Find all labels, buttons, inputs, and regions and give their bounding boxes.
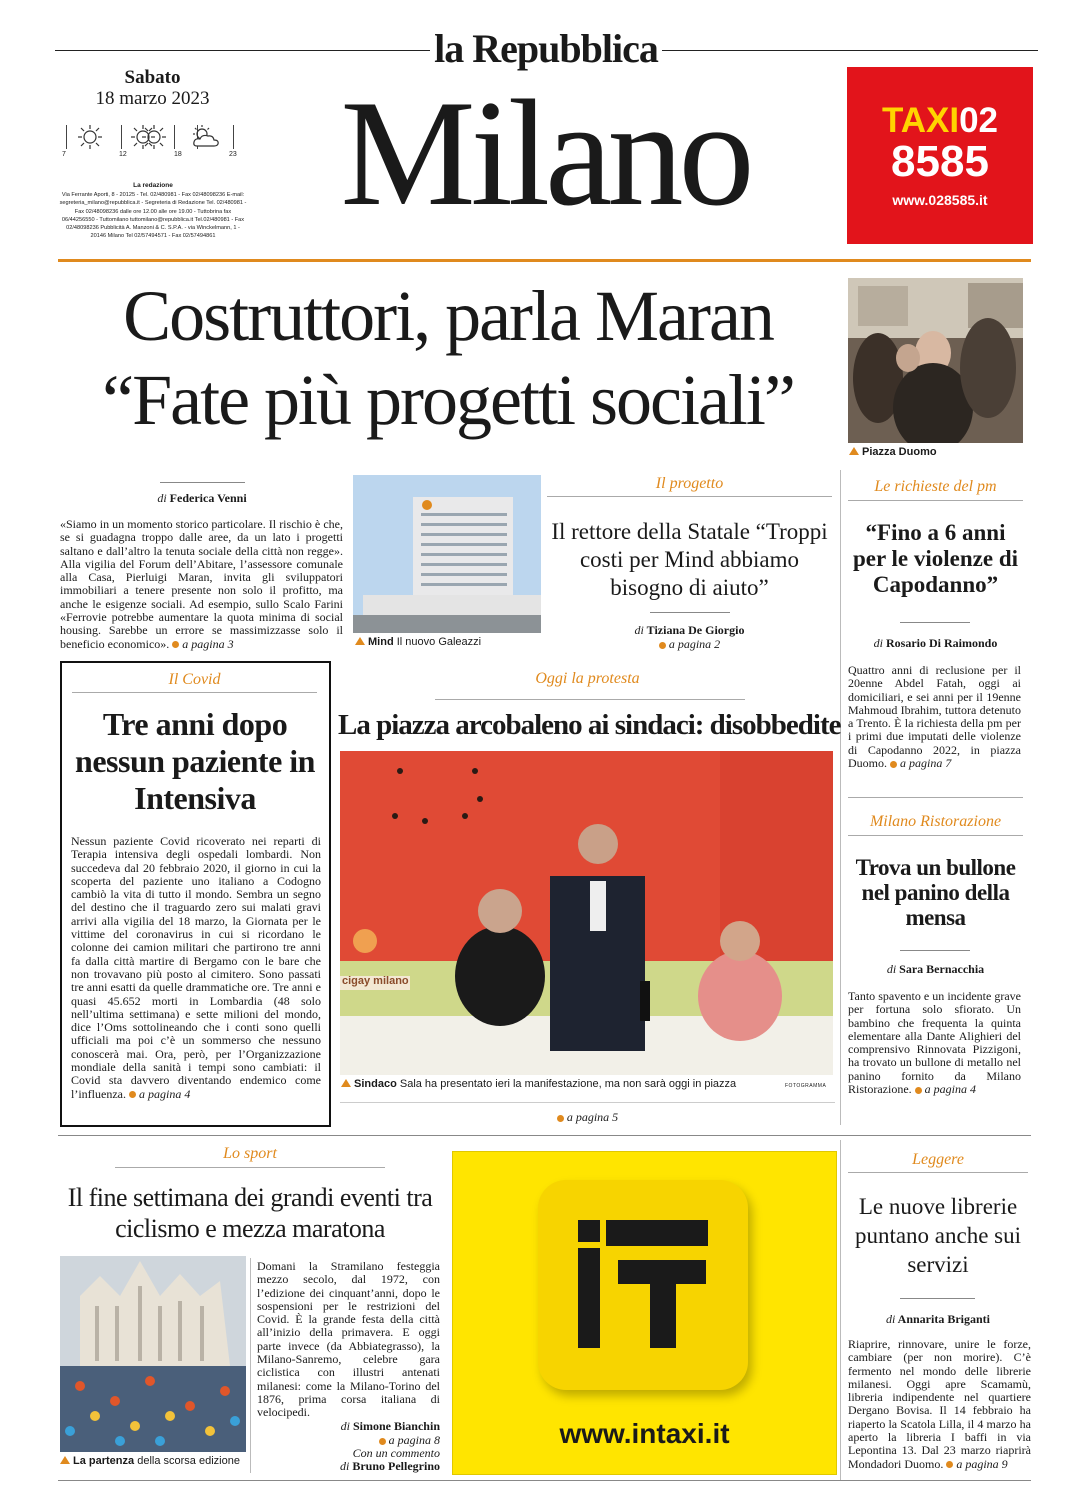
- sport-kicker: Lo sport: [223, 1145, 277, 1162]
- ristorazione-body: Tanto spavento e un incidente grave per fortuna solo sfiorato. Un bambino che frequenta la quinta elementare alla Dante Alighieri del comprensivo Rinnovata Pizzigoni, ha trovato un bullone di metallo nel panino fornito da Milano Ristorazione. a pagina 4: [848, 989, 1021, 1097]
- weather-slot: [62, 123, 107, 161]
- byline-rule: [900, 622, 970, 623]
- librerie-headline[interactable]: Le nuove librerie puntano anche sui servizi: [854, 1194, 1022, 1277]
- protesta-wall-text: cigay milano: [342, 975, 409, 987]
- ref-dot-icon: [129, 1091, 136, 1098]
- lower-section-rule: [58, 1135, 1031, 1136]
- covid-ref[interactable]: a pagina 4: [129, 1087, 190, 1101]
- mind-caption: Mind Il nuovo Galeazzi: [355, 636, 481, 648]
- sindaco-press-image: [340, 751, 833, 1075]
- sport-byline: di Simone Bianchin: [340, 1419, 440, 1433]
- protesta-photo-credit: FOTOGRAMMA: [785, 1083, 827, 1089]
- kicker-rule: [848, 500, 1023, 501]
- mind-byline: di Tiziana De Giorgio: [634, 623, 745, 637]
- ref-dot-icon: [915, 1087, 922, 1094]
- mind-photo: [353, 475, 541, 633]
- mind-ref[interactable]: a pagina 2: [547, 637, 832, 652]
- redazione-title: La redazione: [133, 182, 173, 189]
- lead-headline-1[interactable]: Costruttori, parla Maran: [123, 276, 773, 356]
- intaxi-ad[interactable]: [452, 1151, 837, 1475]
- byline-rule: [650, 612, 730, 613]
- capodanno-headline[interactable]: “Fino a 6 anni per le violenze di Capodanno”: [852, 520, 1019, 597]
- ristorazione-kicker: Milano Ristorazione: [869, 813, 1002, 830]
- masthead-orange-rule: [58, 259, 1031, 262]
- byline-rule: [160, 482, 245, 483]
- lead-ref[interactable]: a pagina 3: [172, 637, 233, 651]
- protesta-headline[interactable]: La piazza arcobaleno ai sindaci: disobbedite: [338, 709, 841, 741]
- mind-headline[interactable]: Il rettore della Statale “Troppi costi per Mind abbiamo bisogno di aiuto”: [551, 519, 828, 600]
- capodanno-byline: di Rosario Di Raimondo: [873, 636, 998, 650]
- sport-caption: La partenza della scorsa edizione: [60, 1455, 240, 1467]
- kicker-rule: [848, 1172, 1028, 1173]
- kicker-rule: [848, 835, 1023, 836]
- lead-body: «Siamo in un momento storico particolare. Il rischio è che, se si guadagna troppo dalle aree, da un lato i progetti saltano e dall’altro la tenuta sociale della città non regge». Alla vigilia del Forum dell’Abitare, l’assessore comunale alla Casa, Pierluigi Maran, invita gli sviluppatori immobiliari a tenere presente non solo il profitto, ma anche le esigenze sociali. Ad esempio, sullo Scalo Farini «Ferrovie potrebbe aumentare la quota minima di social housing. Sarebbe un errore se massimizzasse solo il beneficio economico». a pagina 3: [60, 517, 343, 651]
- redazione-contacts: Via Ferrante Aporti, 8 - 20125 - Tel. 02/480981 - Fax 02/48098236 E-mail: segreteria_milano@repubblica.it - Segreteria di Redazione Tel. 02/480981 - Fax 02/48098236 dalle ore 12.00 alle ore 19.00 - Tuttobrina fax 06/44256550 - Tuttomilano tuttomilano@repubblica.it Tel.02/480981 - Fax 02/48098236 Pubblicità A. Manzoni & C. S.P.A. - via Winckelmann, 1 - 20146 Milano Tel 02/57494571 - Fax 02/57494861: [59, 192, 247, 240]
- cloud-sun-icon: [189, 125, 223, 149]
- ristorazione-ref[interactable]: a pagina 4: [915, 1082, 976, 1096]
- covid-kicker: Il Covid: [168, 671, 221, 688]
- ref-dot-icon: [890, 761, 897, 768]
- taxi-ad-url[interactable]: www.028585.it: [892, 192, 988, 208]
- taxi-ad-word: TAXI: [881, 101, 960, 140]
- masthead-day: Sabato: [124, 67, 181, 88]
- duomo-photo: [848, 278, 1023, 443]
- ref-dot-icon: [946, 1461, 953, 1468]
- librerie-kicker: Leggere: [912, 1151, 964, 1168]
- taxi-ad-number: 8585: [891, 137, 989, 186]
- byline-rule: [900, 950, 970, 951]
- protesta-photo: [340, 751, 833, 1075]
- caption-marker-icon: [355, 637, 365, 645]
- lead-byline: di Federica Venni: [157, 491, 247, 505]
- protesta-caption: Sindaco Sala ha presentato ieri la manifestazione, ma non sarà oggi in piazza: [341, 1078, 736, 1090]
- protesta-ref[interactable]: a pagina 5: [340, 1110, 835, 1125]
- stramilano-start-image: [60, 1256, 246, 1452]
- capodanno-ref[interactable]: a pagina 7: [890, 756, 951, 770]
- duomo-caption: Piazza Duomo: [849, 446, 937, 458]
- column-divider: [250, 1258, 251, 1473]
- librerie-ref[interactable]: a pagina 9: [946, 1457, 1007, 1471]
- capodanno-body: Quattro anni di reclusione per il 20enne Abdel Fatah, oggi ai domiciliari, e sei anni per il 19enne Mahmoud Ibrahim, tuttora detenuto a Trento. È la richiesta della pm per i primi due imputati delle violenze di Capodanno 2022, in piazza Duomo. a pagina 7: [848, 663, 1021, 771]
- taxi-ad-prefix: 02: [959, 101, 999, 140]
- kicker-rule: [115, 1167, 385, 1168]
- kicker-rule: [547, 496, 832, 497]
- covid-body: Nessun paziente Covid ricoverato nei reparti di Terapia intensiva degli ospedali lombardi. Non succedeva dal 20 febbraio 2020, il giorno in cui la scoperta del paziente uno italiano a Codogno cambiò la vita di tutto il mondo. Sembra un segno del destino che il traguardo zero sui malati gravi arrivi alla vigilia del 18 marzo, la Giornata per le vittime del coronavirus in cui si ricordano le colonne dei camion militari che partirono tre anni fa dalla città martire di Bergamo con le bare che non trovavano più posto al cimitero. Sono passati tre anni esatti da quelle drammatiche ore. Tre anni e quasi 45.652 morti in Lombardia (48 solo nell’ultima settimana) e sette milioni del mondo, dice l’Oms sottolineando che i conti sono quelli ufficiali ma poi c’è un sommerso che nessuno conoscerà mai. Ora, però, per l’Organizzazione mondiale della sanità i tempi sono cambiati: il Covid sta davvero diventando endemico come l’influenza. a pagina 4: [71, 834, 321, 1101]
- protesta-kicker: Oggi la protesta: [535, 670, 640, 687]
- weather-slot: [197, 123, 242, 161]
- covid-headline[interactable]: Tre anni dopo nessun paziente in Intensiva: [75, 706, 315, 816]
- ref-dot-icon: [659, 642, 666, 649]
- ref-dot-icon: [172, 641, 179, 648]
- sport-photo: [60, 1256, 246, 1452]
- sport-comment: Con un commento: [352, 1446, 440, 1460]
- section-rule: [340, 1102, 835, 1103]
- bottom-rule: [58, 1480, 1031, 1481]
- caption-marker-icon: [60, 1456, 70, 1464]
- masthead-rule-left: [55, 50, 430, 51]
- caption-marker-icon: [849, 447, 859, 455]
- caption-marker-icon: [341, 1079, 351, 1087]
- duomo-crowd-image: [848, 278, 1023, 443]
- masthead-date: 18 marzo 2023: [95, 88, 210, 109]
- city-title: Milano: [340, 69, 750, 237]
- intaxi-logo-icon: [578, 1220, 708, 1350]
- taxi-ad-top[interactable]: [847, 67, 1033, 244]
- section-rule: [848, 797, 1023, 798]
- sun-icon: [140, 125, 168, 149]
- kicker-rule: [435, 699, 745, 700]
- column-divider: [840, 470, 841, 1125]
- capodanno-kicker: Le richieste del pm: [874, 478, 997, 495]
- intaxi-logo-tile: [538, 1180, 748, 1390]
- weather-temp: 7: [62, 151, 66, 158]
- masthead-rule-right: [662, 50, 1038, 51]
- byline-rule: [900, 1298, 975, 1299]
- weather-temp: 23: [229, 151, 237, 158]
- sport-body: Domani la Stramilano festeggia mezzo secolo, dal 1972, con l’edizione dei cinquant’anni, dopo le sospensioni per le restrizioni del Covid. È la grande festa della città all’inizio della primavera. E oggi parte invece (da Abbiategrasso), la Milano-Sanremo, celebre gara ciclistica con illustri antenati milanesi: come la Milano-Torino del 1876, prima corsa italiana di velocipedi.: [257, 1259, 440, 1420]
- sun-icon: [76, 125, 104, 149]
- intaxi-url[interactable]: www.intaxi.it: [559, 1418, 730, 1449]
- weather-temp: 12: [119, 151, 127, 158]
- ref-dot-icon: [557, 1115, 564, 1122]
- mind-kicker: Il progetto: [655, 475, 724, 492]
- kicker-rule: [72, 692, 317, 693]
- librerie-body: Riaprire, rinnovare, unire le forze, cambiare (per non morire). C’è fermento nel mondo delle librerie milanesi. Oggi apre Scamamù, libreria indipendente nel quartiere Dergano Bovisa. Il 14 febbraio ha riaperto la Scatola Lilla, il 4 marzo ha aperto la libreria I baffi in via Lepontina 13. Dal 23 marzo riaprirà Mondadori Duomo. a pagina 9: [848, 1337, 1031, 1471]
- librerie-byline: di Annarita Briganti: [885, 1312, 991, 1326]
- sport-comment-byline: di Bruno Pellegrino: [339, 1459, 440, 1473]
- sport-headline[interactable]: Il fine settimana dei grandi eventi tra ciclismo e mezza maratona: [67, 1183, 433, 1243]
- galeazzi-building-image: [353, 475, 541, 633]
- ristorazione-headline[interactable]: Trova un bullone nel panino della mensa: [855, 855, 1016, 930]
- brand-logo: la Repubblica: [434, 26, 658, 71]
- column-divider: [840, 1140, 841, 1480]
- ref-dot-icon: [379, 1438, 386, 1445]
- lead-headline-2[interactable]: “Fate più progetti sociali”: [102, 360, 794, 440]
- sport-ref[interactable]: a pagina 8: [257, 1433, 440, 1448]
- weather-strip: [62, 123, 242, 161]
- weather-temp: 18: [174, 151, 182, 158]
- ristorazione-byline: di Sara Bernacchia: [886, 962, 985, 976]
